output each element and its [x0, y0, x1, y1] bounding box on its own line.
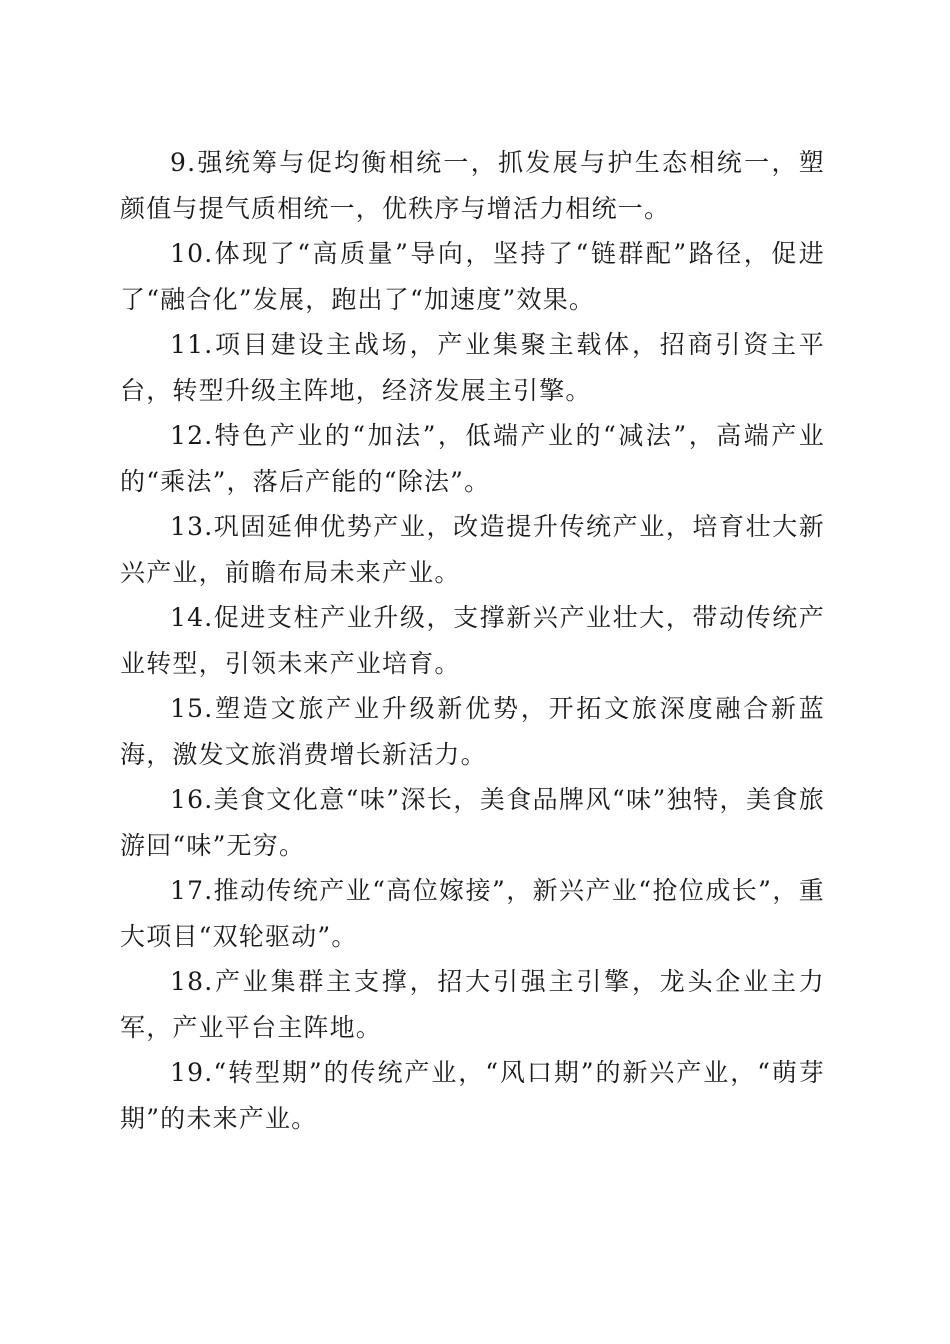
list-item: 16.美食文化意“味”深长，美食品牌风“味”独特，美食旅游回“味”无穷。	[120, 785, 825, 860]
list-item: 15.塑造文旅产业升级新优势，开拓文旅深度融合新蓝海，激发文旅消费增长新活力。	[120, 694, 825, 769]
list-item: 17.推动传统产业“高位嫁接”，新兴产业“抢位成长”，重大项目“双轮驱动”。	[120, 876, 825, 951]
list-item: 19.“转型期”的传统产业，“风口期”的新兴产业，“萌芽期”的未来产业。	[120, 1058, 825, 1133]
list-item: 14.促进支柱产业升级，支撑新兴产业壮大，带动传统产业转型，引领未来产业培育。	[120, 603, 825, 678]
list-item: 18.产业集群主支撑，招大引强主引擎，龙头企业主力军，产业平台主阵地。	[120, 967, 825, 1042]
list-item: 13.巩固延伸优势产业，改造提升传统产业，培育壮大新兴产业，前瞻布局未来产业。	[120, 512, 825, 587]
document-body	[120, 140, 825, 1141]
list-item: 12.特色产业的“加法”，低端产业的“减法”，高端产业的“乘法”，落后产能的“除法”。	[120, 421, 825, 496]
list-item: 9.强统筹与促均衡相统一，抓发展与护生态相统一，塑颜值与提气质相统一，优秩序与增活力相统一。	[120, 148, 825, 223]
list-item: 11.项目建设主战场，产业集聚主载体，招商引资主平台，转型升级主阵地，经济发展主引擎。	[120, 330, 825, 405]
list-item: 10.体现了“高质量”导向，坚持了“链群配”路径，促进了“融合化”发展，跑出了“加速度”效果。	[120, 239, 825, 314]
